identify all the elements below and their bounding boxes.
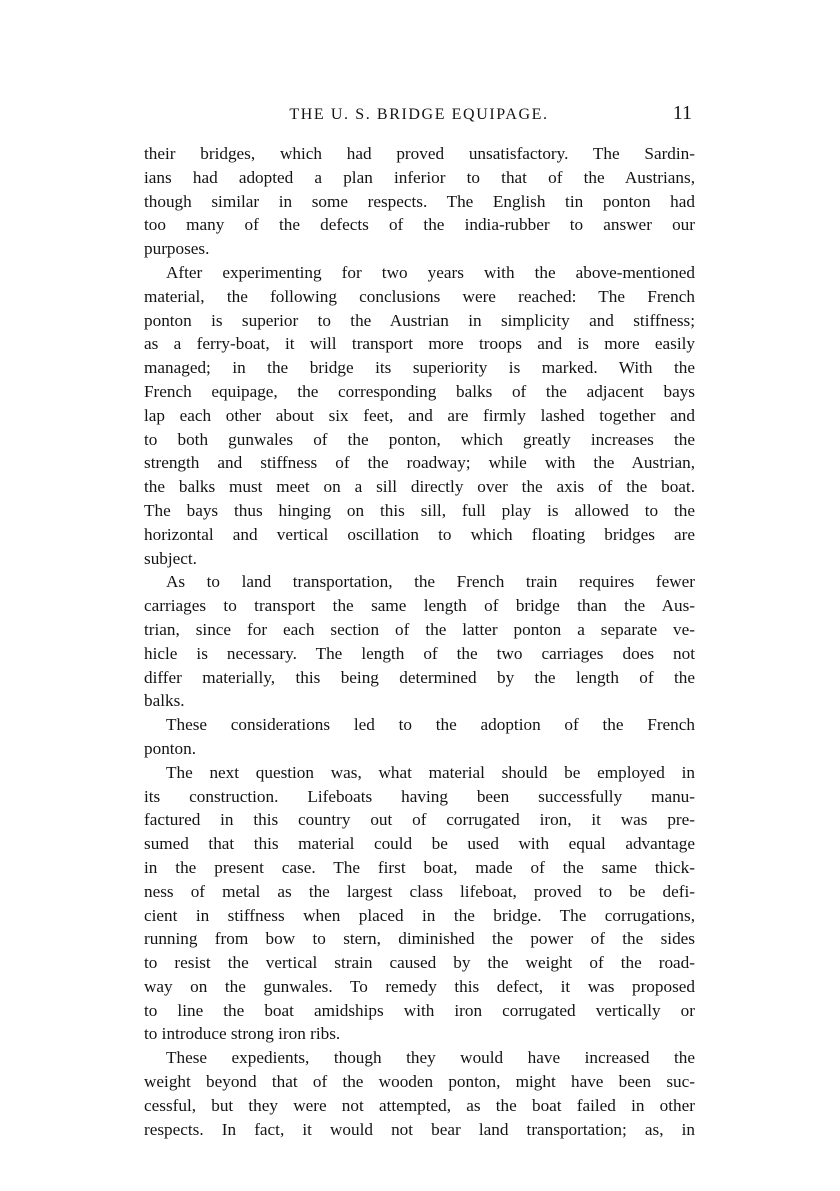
text-line: differ materially, this being determined by the length of the xyxy=(144,667,695,687)
text-line: balks. xyxy=(144,691,185,711)
text-line: ness of metal as the largest class lifeboat, proved to be defi- xyxy=(144,881,695,901)
text-line: the balks must meet on a sill directly over the axis of the boat. xyxy=(144,477,695,497)
text-line: After experimenting for two years with the above-mentioned xyxy=(166,262,695,282)
text-line: though similar in some respects. The English tin ponton had xyxy=(144,191,695,211)
text-line: to introduce strong iron ribs. xyxy=(144,1024,341,1044)
text-line: strength and stiffness of the roadway; while with the Austrian, xyxy=(144,453,695,473)
page-number: 11 xyxy=(672,102,692,124)
text-line: purposes. xyxy=(144,239,210,259)
text-line: As to land transportation, the French train requires fewer xyxy=(166,572,695,592)
text-line: carriages to transport the same length of bridge than the Aus- xyxy=(144,596,695,616)
paragraph xyxy=(144,1046,695,1141)
text-line: subject. xyxy=(144,548,197,568)
text-line: factured in this country out of corrugated iron, it was pre- xyxy=(144,810,695,830)
text-line: French equipage, the corresponding balks of the adjacent bays xyxy=(144,381,695,401)
text-line: managed; in the bridge its superiority is marked. With the xyxy=(144,358,695,378)
text-line: cessful, but they were not attempted, as the boat failed in other xyxy=(144,1095,695,1115)
text-line: respects. In fact, it would not bear land transportation; as, in xyxy=(144,1119,695,1139)
text-line: weight beyond that of the wooden ponton, might have been suc- xyxy=(144,1072,695,1092)
text-line: These considerations led to the adoption of the French xyxy=(166,715,695,735)
text-line: way on the gunwales. To remedy this defect, it was proposed xyxy=(144,976,695,996)
text-line: to line the boat amidships with iron corrugated vertically or xyxy=(144,1000,695,1020)
running-title: THE U. S. BRIDGE EQUIPAGE. xyxy=(289,106,549,123)
text-line: as a ferry-boat, it will transport more troops and is more easily xyxy=(144,334,695,354)
paragraph xyxy=(144,713,695,761)
text-line: horizontal and vertical oscillation to which floating bridges are xyxy=(144,524,695,544)
text-line: too many of the defects of the india-rubber to answer our xyxy=(144,215,695,235)
text-line: sumed that this material could be used with equal advantage xyxy=(144,834,695,854)
text-line: their bridges, which had proved unsatisfactory. The Sardin- xyxy=(144,144,695,163)
text-line: its construction. Lifeboats having been successfully manu- xyxy=(144,786,695,806)
text-line: The next question was, what material should be employed in xyxy=(166,762,695,782)
text-line: The bays thus hinging on this sill, full play is allowed to the xyxy=(144,500,695,520)
body-text xyxy=(144,142,695,1141)
running-head xyxy=(142,102,696,136)
paragraph xyxy=(144,261,695,570)
text-line: lap each other about six feet, and are firmly lashed together and xyxy=(144,405,695,425)
text-line: hicle is necessary. The length of the two carriages does not xyxy=(144,643,695,663)
text-line: These expedients, though they would have increased the xyxy=(166,1048,695,1068)
paragraph xyxy=(144,570,695,713)
text-line: in the present case. The first boat, made of the same thick- xyxy=(144,857,695,877)
text-line: running from bow to stern, diminished the power of the sides xyxy=(144,929,695,949)
text-line: material, the following conclusions were reached: The French xyxy=(144,286,695,306)
paragraph xyxy=(144,761,695,1047)
text-line: ians had adopted a plan inferior to that of the Austrians, xyxy=(144,167,695,187)
text-line: ponton. xyxy=(144,738,197,758)
text-line: cient in stiffness when placed in the bridge. The corrugations, xyxy=(144,905,695,925)
text-line: to both gunwales of the ponton, which greatly increases the xyxy=(144,429,695,449)
paragraph xyxy=(144,142,695,261)
text-line: to resist the vertical strain caused by the weight of the road- xyxy=(144,953,695,973)
text-line: ponton is superior to the Austrian in simplicity and stiffness; xyxy=(144,310,695,330)
text-line: trian, since for each section of the latter ponton a separate ve- xyxy=(144,619,695,639)
